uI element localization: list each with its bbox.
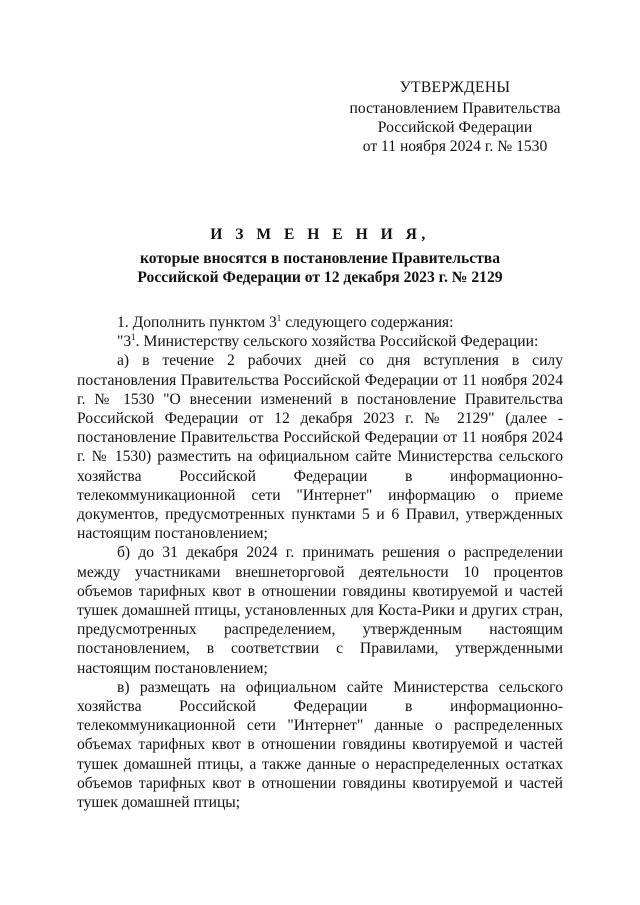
document-title-block [0, 225, 640, 287]
paragraph-2-superscript: 1 [131, 332, 136, 343]
paragraph-1-text-end: следующего содержания: [281, 314, 454, 331]
paragraph-1 [77, 313, 563, 332]
approval-line-1: постановлением Правительства [349, 100, 561, 117]
document-title: И З М Е Н Е Н И Я, [210, 226, 430, 243]
subparagraph-v: в) размещать на официальном сайте Министерства сельского хозяйства Российской Федерации в информационно-телекоммуникационной сети "Интернет" данные о распределенных объемах тарифных квот в отношении говядины квотируемой и частей тушек домашней птицы, а также данные о нераспределенных остатках объемов тарифных квот в отношении говядины квотируемой и частей тушек домашней птицы; [77, 678, 563, 812]
paragraph-2 [77, 332, 563, 351]
paragraph-2-text-end: . Министерству сельского хозяйства Российской Федерации: [135, 333, 539, 351]
approval-line-2: Российской Федерации [377, 119, 533, 136]
subparagraph-a: а) в течение 2 рабочих дней со дня вступления в силу постановления Правительства Российской Федерации от 11 ноября 2024 г. № 1530 "О внесении изменений в постановление Правительства Российской Федерации от 12 декабря 2023 г. № 2129" (далее - постановление Правительства Российской Федерации от 11 ноября 2024 г. № 1530) разместить на официальном сайте Министерства сельского хозяйства Российской Федерации в информационно-телекоммуникационной сети "Интернет" информацию о приеме документов, предусмотренных пунктами 5 и 6 Правил, утвержденных настоящим постановлением; [77, 352, 563, 543]
approval-stamp [340, 78, 570, 156]
subparagraph-b: б) до 31 декабря 2024 г. принимать решения о распределении между участниками внешнеторговой деятельности 10 процентов объемов тарифных квот в отношении говядины квотируемой и частей тушек домашней птицы, установленных для Коста-Рики и других стран, предусмотренных распределением, утвержденным настоящим постановлением, в соответствии с Правилами, утвержденными настоящим постановлением; [77, 544, 563, 677]
approval-heading: УТВЕРЖДЕНЫ [399, 79, 511, 96]
paragraph-2-text-start: "3 [117, 333, 132, 351]
document-body [77, 313, 563, 812]
paragraph-1-superscript: 1 [276, 312, 282, 323]
document-subtitle-line-1: которые вносятся в постановление Правительства [139, 250, 501, 267]
document-subtitle-line-2: Российской Федерации от 12 декабря 2023 г. № 2129 [137, 269, 503, 286]
approval-line-3: от 11 ноября 2024 г. № 1530 [362, 138, 548, 155]
paragraph-1-text-start: 1. Дополнить пунктом 3 [117, 314, 277, 331]
